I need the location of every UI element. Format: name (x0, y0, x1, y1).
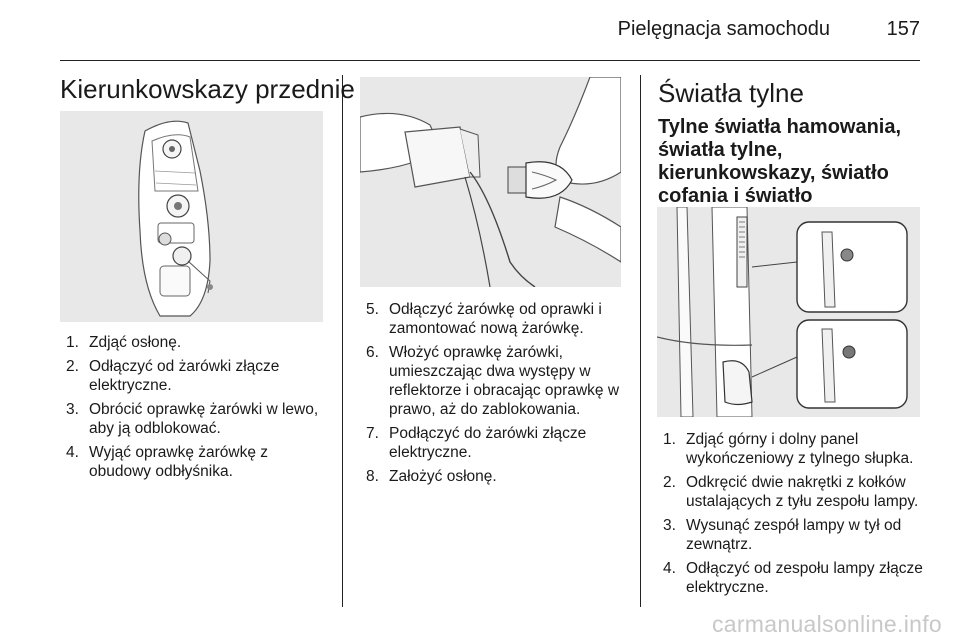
rear-lamp-illustration (657, 207, 920, 417)
steps-list-col1 (66, 333, 331, 486)
list-item: 3. Obrócić oprawkę żarówki w lewo, aby ją odblokować. (66, 401, 319, 437)
column-divider (342, 75, 343, 607)
column-divider (640, 75, 641, 607)
header-rule (60, 60, 920, 61)
page-number: 157 (886, 18, 920, 40)
list-item: 1. Zdjąć osłonę. (66, 334, 182, 351)
list-item: 2. Odkręcić dwie nakrętki z kołków ustalających z tyłu zespołu lampy. (663, 474, 919, 510)
figure-bulb-replacement (360, 77, 621, 287)
running-title: Pielęgnacja samochodu (617, 18, 830, 40)
list-item: 2. Odłączyć od żarówki złącze elektryczne. (66, 358, 280, 394)
bulb-replacement-illustration (360, 77, 621, 287)
subsection-heading: Tylne światła hamowania, światła tylne, kierunkowskazy, światło cofania i światło (658, 116, 902, 207)
section-heading-rear-lights: Światła tylne (658, 78, 804, 108)
list-item: 6. Włożyć oprawkę żarówki, umieszczając dwa występy w reflektorze i obracając oprawkę w prawo, aż do zablokowania. (366, 344, 620, 418)
steps-list-col2 (366, 300, 631, 491)
figure-rear-lamp-assembly (657, 207, 920, 417)
list-item: 7. Podłączyć do żarówki złącze elektryczne. (366, 425, 587, 461)
front-indicator-illustration (60, 111, 323, 322)
list-item: 8. Założyć osłonę. (366, 468, 497, 485)
section-heading-front-indicators: Kierunkowskazy przednie (60, 74, 355, 104)
list-item: 1. Zdjąć górny i dolny panel wykończeniowy z tylnego słupka. (663, 431, 914, 467)
list-item: 3. Wysunąć zespół lampy w tył od zewnątrz. (663, 517, 902, 553)
steps-list-col3 (663, 430, 925, 602)
list-item: 4. Wyjąć oprawkę żarówkę z obudowy odbłyśnika. (66, 444, 269, 480)
list-item: 5. Odłączyć żarówkę od oprawki i zamontować nową żarówkę. (366, 301, 602, 337)
watermark: carmanualsonline.info (711, 611, 942, 637)
list-item: 4. Odłączyć od zespołu lampy złącze elektryczne. (663, 560, 923, 596)
figure-front-indicator-lamp (60, 111, 323, 322)
